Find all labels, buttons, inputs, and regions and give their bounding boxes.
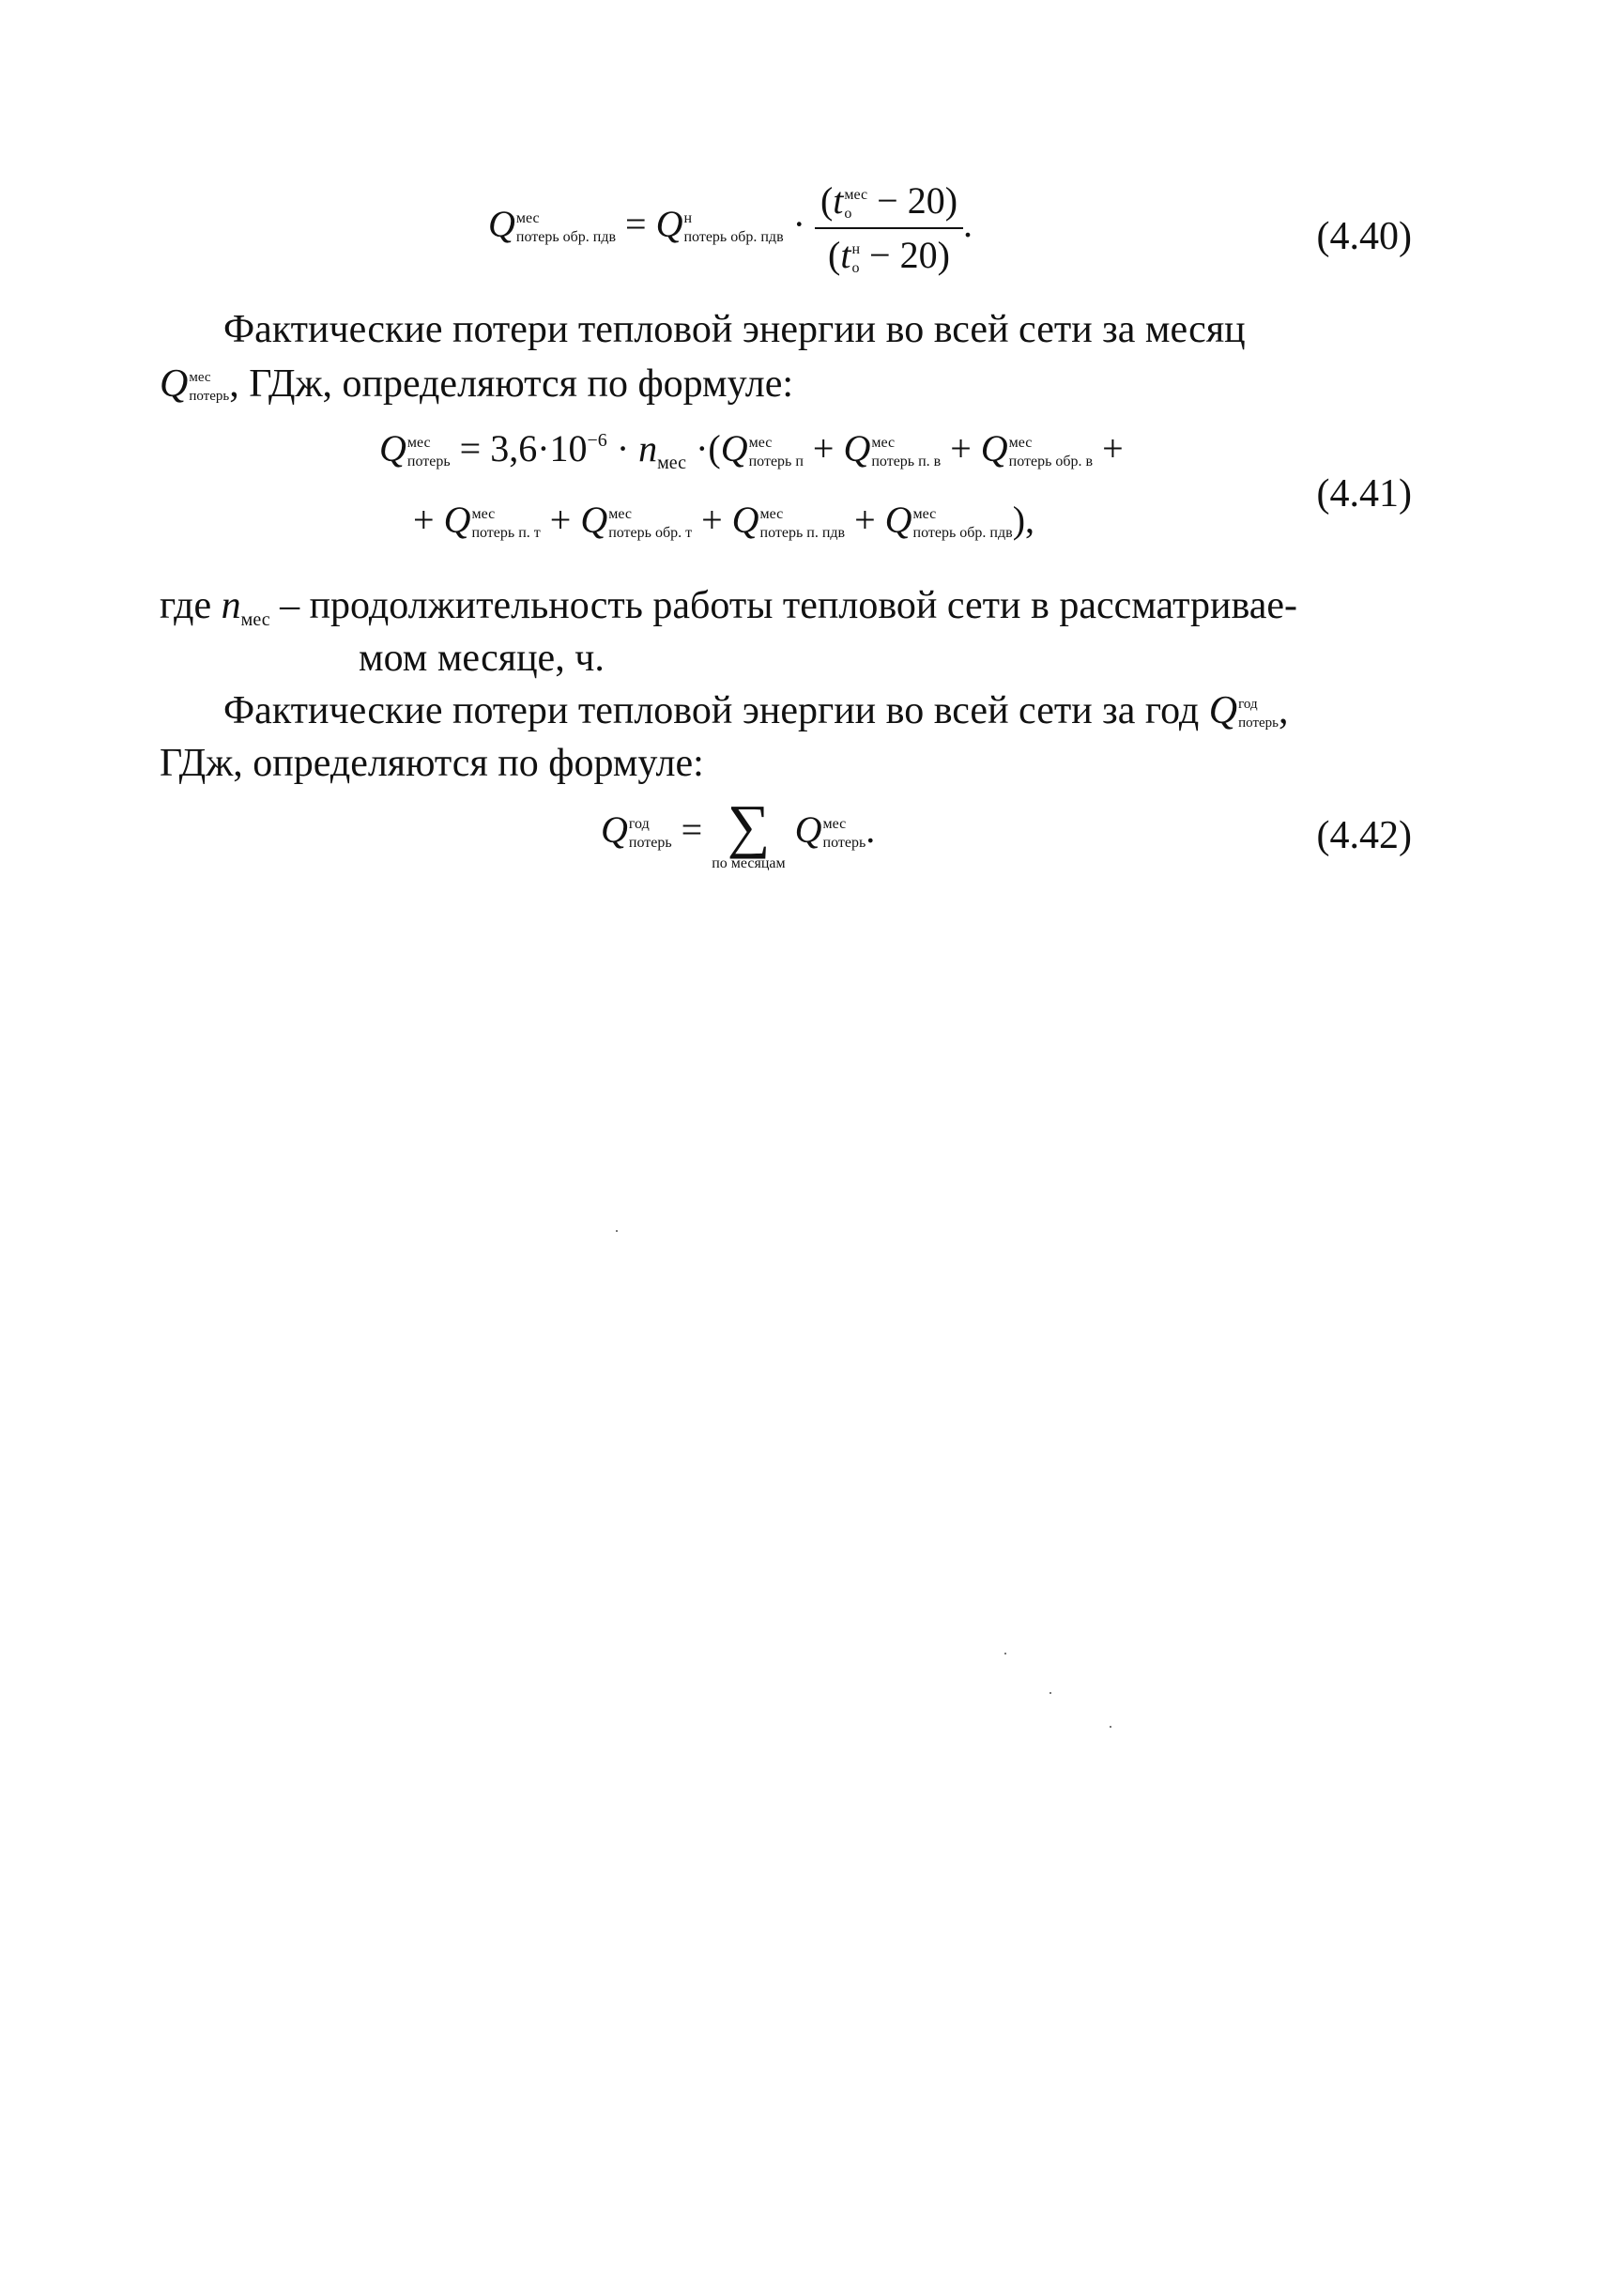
fraction-numerator: (t мес о − 20) [815,178,963,229]
q-symbol: Q [160,362,189,406]
equation-4-42: Q год потерь = ∑ по месяцам Q мес потерь . [601,793,876,871]
paragraph-line: ГДж, определяются по формуле: [160,742,704,785]
fraction [815,178,963,278]
scan-speck [616,1230,618,1232]
paragraph: Фактические потери тепловой энергии во всей сети за год Q год потерь , [223,689,1289,732]
equation-number: (4.41) [1316,472,1412,516]
scan-speck [1110,1726,1111,1728]
summation: ∑ по месяцам [712,793,786,871]
q-indices: н потерь обр. пдв [683,209,784,245]
dot-operator: · [792,203,805,245]
equals-sign: = [625,203,647,245]
definition-line: мом месяце, ч. [359,637,605,680]
equation-4-41-row-1: Q мес потерь = $3,6\cdot 10^{-6} \cdot n_{мес} \cdot(Q$ мес потерь п + Q мес потерь п. в + Q мес потерь обр. в + [379,427,1124,473]
period: . [963,203,973,245]
q-symbol: Q [655,203,683,245]
definition-line: где nмес – продолжительность работы тепловой сети в рассматривае- [160,584,1297,630]
equation-4-40 [488,178,973,278]
scan-speck [1004,1653,1006,1654]
paragraph: Фактические потери тепловой энергии во всей сети за месяц [223,308,1246,351]
fraction-denominator: (t н о − 20) [828,233,950,276]
paragraph-line: Q мес потерь , ГДж, определяются по формуле: [160,362,794,406]
q-indices: мес потерь обр. пдв [515,209,617,245]
equation-number: (4.40) [1316,215,1412,258]
equation-number: (4.42) [1316,814,1412,857]
scan-speck [1049,1692,1051,1694]
q-symbol: Q [488,203,515,245]
equation-4-41-row-2: + Q мес потерь п. т + Q мес потерь обр. т + Q мес потерь п. пдв + Q мес потерь обр. пдв ), [413,499,1035,541]
